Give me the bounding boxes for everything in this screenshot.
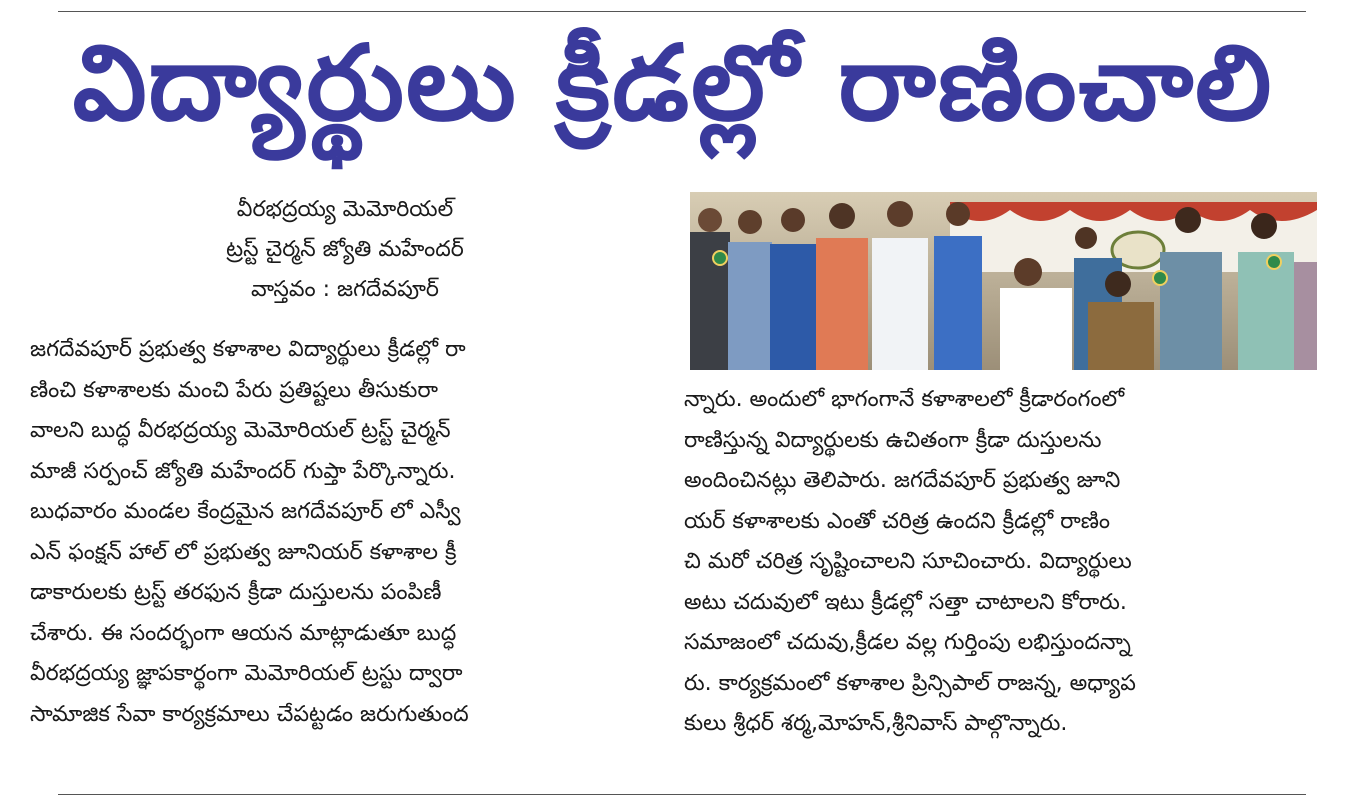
bottom-rule	[58, 794, 1306, 795]
article-line: బుధవారం మండల కేంద్రమైన జగదేవపూర్ లో ఎస్వీ	[30, 499, 461, 524]
article-line: చేశారు. ఈ సందర్భంగా ఆయన మాట్లాడుతూ బుద్ధ	[30, 620, 457, 646]
article-line: వాలని బుద్ధ వీరభద్రయ్య మెమోరియల్ ట్రస్ట్ చైర్మన్	[30, 418, 451, 443]
headline: విద్యార్థులు క్రీడల్లో రాణించాలి	[72, 22, 1274, 144]
article-line: వీరభద్రయ్య జ్ఞాపకార్థంగా మెమోరియల్ ట్రస్టు ద్వారా	[30, 661, 463, 686]
top-rule	[58, 11, 1306, 12]
article-line: కులు శ్రీధర్ శర్మ,మోహన్,శ్రీనివాస్ పాల్గొన్నారు.	[684, 711, 1068, 736]
article-line: యర్ కళాశాలకు ఎంతో చరిత్ర ఉందని క్రీడల్లో రాణిం	[684, 508, 1111, 534]
article-line: జగదేవపూర్ ప్రభుత్వ కళాశాల విద్యార్థులు క్రీడల్లో రా	[30, 337, 466, 362]
byline-line-2: ట్రస్ట్ చైర్మన్ జ్యోతి మహేందర్	[226, 237, 464, 262]
byline	[30, 190, 660, 310]
byline-line-1: వీరభద్రయ్య మెమోరియల్	[236, 197, 454, 222]
article-line: చి మరో చరిత్ర సృష్టించాలని సూచించారు. విద్యార్థులు	[684, 549, 1132, 574]
article-line: సామాజిక సేవా కార్యక్రమాలు చేపట్టడం జరుగుతుంద	[30, 701, 469, 727]
article-line: రాణిస్తున్న విద్యార్థులకు ఉచితంగా క్రీడా దుస్తులను	[684, 427, 1102, 453]
article-column-right	[684, 380, 1314, 745]
article-line: మాజీ సర్పంచ్ జ్యోతి మహేందర్ గుప్తా పేర్కొన్నారు.	[30, 458, 456, 484]
article-line: అటు చదువులో ఇటు క్రీడల్లో సత్తా చాటాలని కోరారు.	[684, 589, 1127, 615]
byline-dateline: వాస్తవం : జగదేవపూర్	[251, 277, 439, 302]
article-line: సమాజంలో చదువు,క్రీడల వల్ల గుర్తింపు లభిస్తుందన్నా	[684, 630, 1131, 655]
article-line: అందించినట్లు తెలిపారు. జగదేవపూర్ ప్రభుత్వ జూని	[684, 468, 1121, 493]
news-photo	[690, 192, 1317, 370]
article-line: న్నారు. అందులో భాగంగానే కళాశాలలో క్రీడారంగంలో	[684, 387, 1125, 412]
article-line: ఎన్ ఫంక్షన్ హాల్ లో ప్రభుత్వ జూనియర్ కళాశాల క్రీ	[30, 539, 457, 565]
article-line: రు. కార్యక్రమంలో కళాశాల ప్రిన్సిపాల్ రాజన్న, అధ్యాప	[684, 670, 1136, 696]
article-line: డాకారులకు ట్రస్ట్ తరఫున క్రీడా దుస్తులను పంపిణీ	[30, 580, 442, 605]
article-line: ణించి కళాశాలకు మంచి పేరు ప్రతిష్టలు తీసుకురా	[30, 377, 438, 403]
photo-illustration	[690, 192, 1317, 370]
article-column-left	[30, 330, 660, 735]
